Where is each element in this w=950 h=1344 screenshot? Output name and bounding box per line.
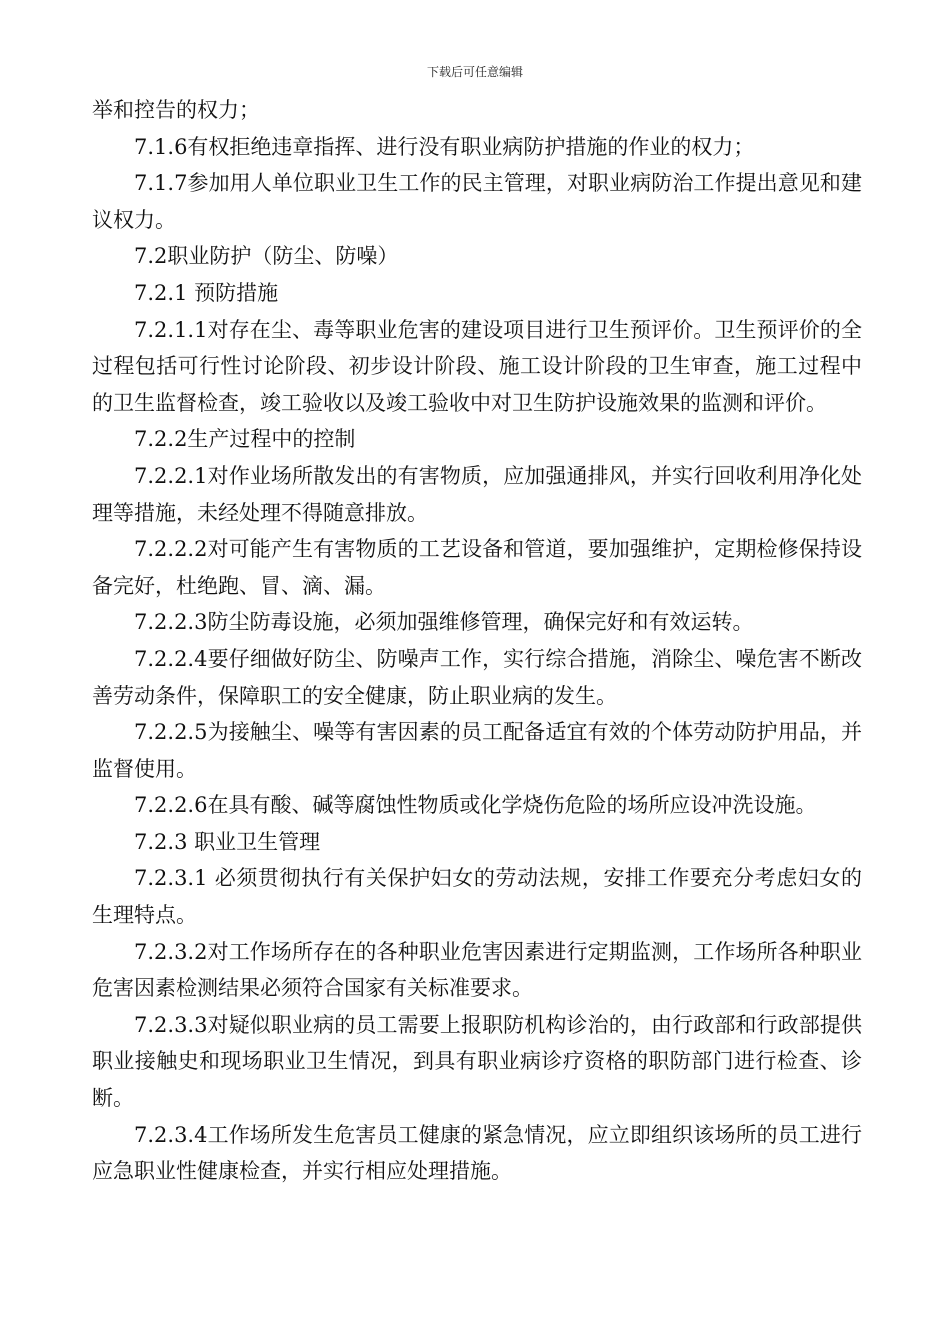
paragraph-continuation: 举和控告的权力；: [92, 98, 260, 122]
paragraph-7-1-6: 7.1.6有权拒绝违章指挥、进行没有职业病防护措施的作业的权力；: [134, 134, 755, 159]
paragraph-7-2-3-3: 7.2.3.3对疑似职业病的员工需要上报职防机构诊治的，由行政部和行政部提供职业接触史和现场职业卫生情况，到具有职业病诊疗资格的职防部门进行检查、诊断。: [92, 1012, 862, 1111]
paragraph-7-2-2-1: 7.2.2.1对作业场所散发出的有害物质，应加强通排风，并实行回收利用净化处理等措施，未经处理不得随意排放。: [92, 463, 862, 525]
paragraph-7-2-2-4: 7.2.2.4要仔细做好防尘、防噪声工作，实行综合措施，消除尘、噪危害不断改善劳动条件，保障职工的安全健康，防止职业病的发生。: [92, 646, 862, 708]
heading-7-2-3: 7.2.3 职业卫生管理: [134, 829, 321, 854]
paragraph-7-2-3-2: 7.2.3.2对工作场所存在的各种职业危害因素进行定期监测，工作场所各种职业危害因素检测结果必须符合国家有关标准要求。: [92, 939, 862, 1001]
heading-7-2-1: 7.2.1 预防措施: [134, 280, 279, 305]
page-header: 下载后可任意编辑: [426, 65, 523, 79]
paragraph-7-2-2-2: 7.2.2.2对可能产生有害物质的工艺设备和管道，要加强维护，定期检修保持设备完好，杜绝跑、冒、滴、漏。: [92, 537, 862, 598]
heading-7-2: 7.2职业防护（防尘、防噪）: [134, 244, 399, 269]
paragraph-7-2-1-1: 7.2.1.1对存在尘、毒等职业危害的建设项目进行卫生预评价。卫生预评价的全过程包括可行性讨论阶段、初步设计阶段、施工设计阶段的卫生审查，施工过程中的卫生监督检查，竣工验收以及竣工验收中对卫生防护设施效果的监测和评价。: [92, 317, 862, 415]
paragraph-7-2-3-4: 7.2.3.4工作场所发生危害员工健康的紧急情况，应立即组织该场所的员工进行应急职业性健康检查，并实行相应处理措施。: [92, 1122, 862, 1184]
paragraph-7-2-2-5: 7.2.2.5为接触尘、噪等有害因素的员工配备适宜有效的个体劳动防护用品，并监督使用。: [92, 720, 862, 781]
heading-7-2-2: 7.2.2生产过程中的控制: [134, 427, 356, 452]
paragraph-7-2-2-3: 7.2.2.3防尘防毒设施，必须加强维修管理，确保完好和有效运转。: [134, 610, 754, 635]
document-body: [92, 92, 862, 1190]
paragraph-7-2-2-6: 7.2.2.6在具有酸、碱等腐蚀性物质或化学烧伤危险的场所应设冲洗设施。: [134, 793, 817, 818]
paragraph-7-2-3-1: 7.2.3.1 必须贯彻执行有关保护妇女的劳动法规，安排工作要充分考虑妇女的生理特点。: [92, 866, 862, 928]
paragraph-7-1-7: 7.1.7参加用人单位职业卫生工作的民主管理，对职业病防治工作提出意见和建议权力。: [92, 171, 862, 232]
